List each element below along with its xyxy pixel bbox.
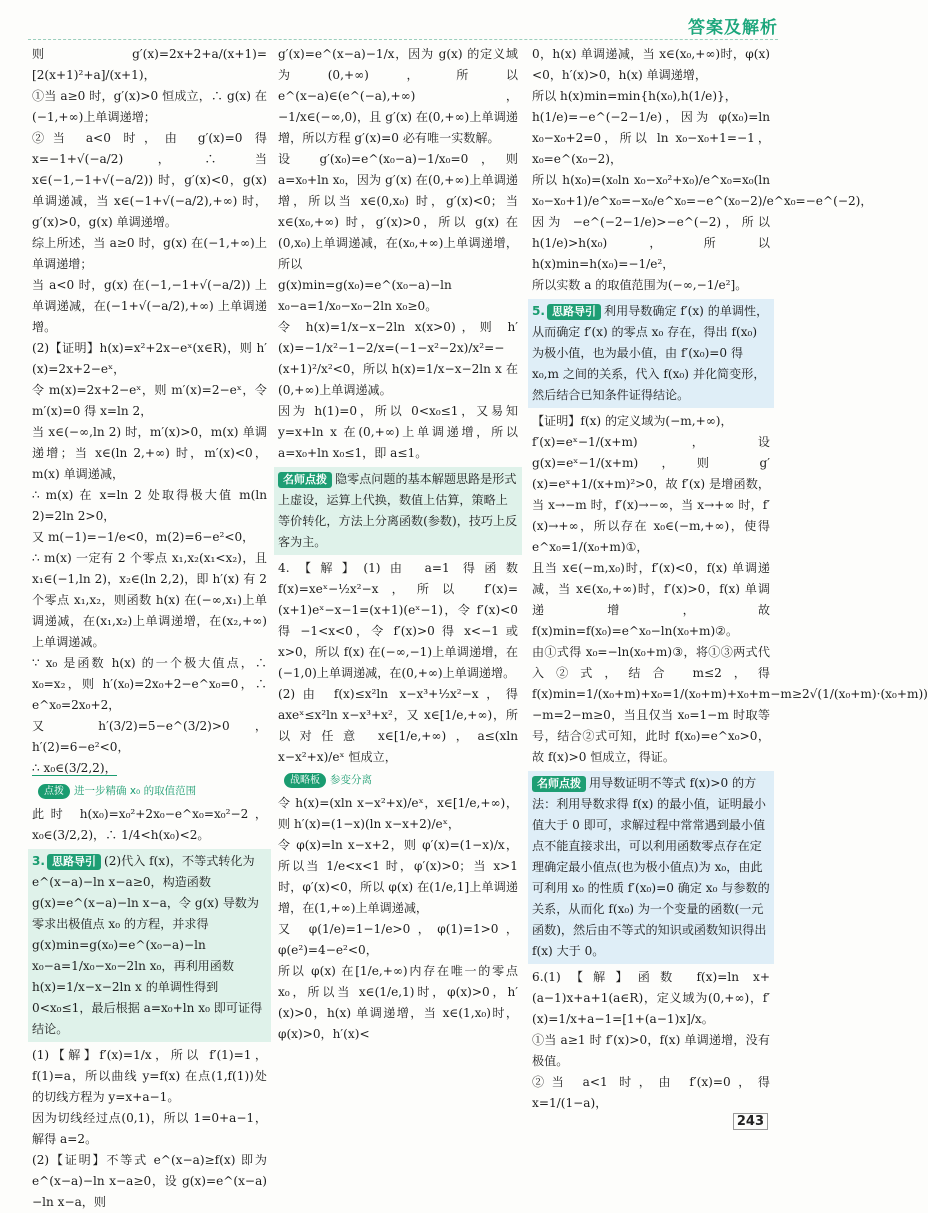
hint-tag: 思路导引 — [547, 304, 601, 320]
paragraph: ①当 a≥0 时，g′(x)>0 恒成立，∴ g(x) 在(−1,+∞)上单调递增； — [32, 89, 267, 124]
paragraph: 因为 −e^(−2−1/e)>−e^(−2)，所以 h(1/e)>h(x₀)，所以 h(x)min=h(x₀)=−1/e²， — [532, 215, 770, 271]
paragraph: 由①式得 x₀=−ln(x₀+m)③，将①③两式代入②式，结合 m≤2，得 f(x)min=1/(x₀+m)+x₀=1/(x₀+m)+x₀+m−m≥2√(1/(x₀+m)·(x₀+m))−m=2−m≥0，当且仅当 x₀=1−m 时取等号，结合②式可知，此时 f(x₀)=e^x₀>0，故 f(x)>0 恒成立，得证。 — [532, 645, 928, 764]
paragraph: 又 m(−1)=−1/e<0，m(2)=6−e²<0， — [32, 530, 255, 544]
paragraph: 当 x∈(−∞,ln 2) 时，m′(x)>0，m(x) 单调递增；当 x∈(ln 2,+∞) 时，m′(x)<0，m(x) 单调递减， — [32, 425, 267, 481]
paragraph: 所以 φ(x) 在[1/e,+∞)内存在唯一的零点 x₀，所以当 x∈(1/e,1)时，φ(x)>0，h′(x)>0，h(x) 单调递增，当 x∈(1,x₀)时，φ(x)>0，h′(x)< — [278, 964, 518, 1041]
paragraph: 又 φ(1/e)=1−1/e>0，φ(1)=1>0，φ(e²)=4−e²<0， — [278, 922, 518, 957]
paragraph: ∵ x₀ 是函数 h(x) 的一个极大值点，∴ x₀=x₂，则 h′(x₀)=2x₀+2−e^x₀=0，∴ e^x₀=2x₀+2， — [32, 656, 267, 712]
paragraph: 此时 h(x₀)=x₀²+2x₀−e^x₀=x₀²−2，x₀∈(3/2,2)，∴ 1/4<h(x₀)<2。 — [32, 807, 267, 842]
annotation-pill: 点拨 — [38, 784, 70, 799]
tip-tag: 名师点拨 — [532, 776, 586, 792]
paragraph: 令 h(x)=1/x−x−2ln x(x>0)，则 h′(x)=−1/x²−1−2/x=(−1−x²−2x)/x²=−(x+1)²/x²<0，所以 h(x)=1/x−x−2ln x 在(0,+∞)上单调递减。 — [278, 320, 518, 397]
paragraph: 令 m(x)=2x+2−eˣ，则 m′(x)=2−eˣ，令 m′(x)=0 得 x=ln 2， — [32, 383, 267, 418]
paragraph: (2)由 f(x)≤x²ln x−x³+½x²−x，得 axeˣ≤x²ln x−x³+x²，又 x∈[1/e,+∞)，所以对任意 x∈[1/e,+∞)，a≤(xln x−x²+x)/eˣ 恒成立， — [278, 687, 518, 764]
paragraph: f′(x)=eˣ−1/(x+m)，设 g(x)=eˣ−1/(x+m)，则 g′(x)=eˣ+1/(x+m)²>0，故 f′(x) 是增函数，当 x→−m 时，f′(x)→−∞，当 x→+∞ 时，f′(x)→+∞，所以存在 x₀∈(−m,+∞)，使得 e^x₀=1/(x₀+m)①， — [532, 435, 770, 554]
underlined-conclusion: ∴ x₀∈(3/2,2)， — [32, 761, 117, 775]
paragraph: ∴ m(x) 一定有 2 个零点 x₁,x₂(x₁<x₂)，且 x₁∈(−1,ln 2)，x₂∈(ln 2,2)，即 h′(x) 有 2 个零点 x₁,x₂，则函数 h(x) 在(−∞,x₁)上单调递减，在(x₁,x₂)上单调递增，在(x₂,+∞)上单调递减。 — [32, 551, 267, 649]
hint-box — [528, 299, 774, 408]
paragraph: 且当 x∈(−m,x₀)时，f′(x)<0，f(x) 单调递减，当 x∈(x₀,+∞)时，f′(x)>0，f(x) 单调递增，故 f(x)min=f(x₀)=e^x₀−ln(x₀+m)②。 — [532, 561, 770, 638]
tip-text: 隐零点问题的基本解题思路是形式上虚设，运算上代换，数值上估算，策略上等价转化，方法上分离函数(参数)，技巧上反客为主。 — [278, 472, 518, 549]
problem-number: 5. — [532, 304, 546, 318]
paragraph: 所以 h(x₀)=(x₀ln x₀−x₀²+x₀)/e^x₀=x₀(ln x₀−x₀+1)/e^x₀=−x₀/e^x₀=−e^(x₀−2)/e^x₀=−e^(−2)， — [532, 173, 873, 208]
paragraph: ∴ m(x) 在 x=ln 2 处取得极大值 m(ln 2)=2ln 2>0， — [32, 488, 267, 523]
paragraph: 令 φ(x)=ln x−x+2，则 φ′(x)=(1−x)/x，所以当 1/e<x<1 时，φ′(x)>0；当 x>1 时，φ′(x)<0，所以 φ(x) 在(1/e,1]上单调递增，在(1,+∞)上单调递减， — [278, 838, 518, 915]
section-title: 答案及解析 — [688, 18, 778, 38]
tip-text: 用导数证明不等式 f(x)>0 的方法：利用导数求得 f(x) 的最小值，证明最小值大于 0 即可，求解过程中常常遇到最小值点不能直接求出，可以利用函数零点存在定理确定最小值点(也为极小值点)为 x₀，由此可利用 x₀ 的性质 f′(x₀)=0 确定 x₀ 与参数的关系，从而化 f(x₀) 为一个变量的函数(一元函数)，然后由不等式的知识或函数知识得出 f(x) 大于 0。 — [532, 776, 770, 958]
paragraph: 4.【解】(1)由 a=1 得函数 f(x)=xeˣ−½x²−x，所以 f′(x)=(x+1)eˣ−x−1=(x+1)(eˣ−1)，令 f′(x)<0 得 −1<x<0，令 f′(x)>0 得 x<−1 或 x>0，所以 f(x) 在(−∞,−1)上单调递增，在(−1,0)上单调递减，在(0,+∞)上单调递增。 — [278, 561, 518, 680]
paragraph: 因为 h(1)=0，所以 0<x₀≤1，又易知 y=x+ln x 在(0,+∞)上单调递增，所以 a=x₀+ln x₀≤1，即 a≤1。 — [278, 404, 518, 460]
hint-text: 利用导数确定 f′(x) 的单调性，从而确定 f′(x) 的零点 x₀ 存在，得出 f(x₀) 为极小值，也为最小值，由 f′(x₀)=0 得 x₀,m 之间的关系，代入 f(x₀) 并化简变形，然后结合已知条件证得结论。 — [532, 304, 769, 402]
tip-box — [274, 467, 522, 555]
paragraph: 又 h′(3/2)=5−e^(3/2)>0，h′(2)=6−e²<0， — [32, 719, 267, 754]
paragraph: 因为切线经过点(0,1)，所以 1=0+a−1，解得 a=2。 — [32, 1111, 267, 1146]
column-middle — [278, 44, 518, 1045]
page-number: 243 — [733, 1113, 768, 1130]
paragraph: 设 g′(x₀)=e^(x₀−a)−1/x₀=0，则 a=x₀+ln x₀，因为 g′(x) 在(0,+∞)上单调递增，所以当 x∈(0,x₀) 时，g′(x)<0；当 x∈(x₀,+∞) 时，g′(x)>0，所以 g(x) 在(0,x₀)上单调递减，在(x₀,+∞)上单调递增，所以 — [278, 152, 518, 271]
annotation-text: 进一步精确 x₀ 的取值范围 — [74, 785, 197, 797]
annotation-note — [284, 770, 518, 791]
header-divider — [28, 39, 778, 40]
paragraph: 所以实数 a 的取值范围为(−∞,−1/e²]。 — [532, 278, 748, 292]
paragraph: ①当 a≥1 时 f′(x)>0，f(x) 单调递增，没有极值。 — [532, 1033, 770, 1068]
tip-tag: 名师点拨 — [278, 472, 332, 488]
annotation-text: 参变分离 — [330, 774, 372, 786]
paragraph: 0，h(x) 单调递减，当 x∈(x₀,+∞)时，φ(x)<0，h′(x)>0，h(x) 单调递增， — [532, 47, 770, 82]
paragraph: 令 h(x)=(xln x−x²+x)/eˣ，x∈[1/e,+∞)，则 h′(x)=(1−x)(ln x−x+2)/eˣ， — [278, 796, 518, 831]
paragraph: 所以 h(x)min=min{h(x₀),h(1/e)}， — [532, 89, 737, 103]
paragraph: 综上所述，当 a≥0 时，g(x) 在(−1,+∞)上单调递增； — [32, 236, 267, 271]
paragraph: h(1/e)=−e^(−2−1/e)，因为 φ(x₀)=ln x₀−x₀+2=0，所以 ln x₀−x₀+1=−1，x₀=e^(x₀−2)， — [532, 110, 770, 166]
paragraph: ②当 a<1 时，由 f′(x)=0，得 x=1/(1−a)， — [532, 1075, 770, 1110]
paragraph: 当 a<0 时，g(x) 在(−1,−1+√(−a/2)) 上单调递减，在(−1+√(−a/2),+∞) 上单调递增。 — [32, 278, 267, 334]
hint-tag: 思路导引 — [47, 854, 101, 870]
paragraph: ②当 a<0 时，由 g′(x)=0 得 x=−1+√(−a/2)，∴ 当 x∈(−1,−1+√(−a/2)) 时，g′(x)<0，g(x) 单调递减，当 x∈(−1+√(−a/2),+∞) 时，g′(x)>0，g(x) 单调递增。 — [32, 131, 267, 229]
problem-number: 3. — [32, 854, 46, 868]
paragraph: (2)【证明】h(x)=x²+2x−eˣ(x∈R)，则 h′(x)=2x+2−eˣ， — [32, 341, 267, 376]
paragraph: g′(x)=e^(x−a)−1/x，因为 g(x) 的定义域为(0,+∞)，所以 e^(x−a)∈(e^(−a),+∞)，−1/x∈(−∞,0)，且 g′(x) 在(0,+∞)上单调递增，所以方程 g′(x)=0 必有唯一实数解。 — [278, 47, 518, 145]
paragraph: g(x)min=g(x₀)=e^(x₀−a)−ln x₀−a=1/x₀−x₀−2ln x₀≥0。 — [278, 278, 452, 313]
paragraph: (2)【证明】不等式 e^(x−a)≥f(x) 即为 e^(x−a)−ln x−a≥0，设 g(x)=e^(x−a)−ln x−a，则 — [32, 1153, 267, 1209]
paragraph: 【证明】f(x) 的定义域为(−m,+∞)， — [532, 414, 733, 428]
page-header — [0, 0, 800, 40]
column-right — [532, 44, 928, 1114]
tip-box — [528, 771, 774, 964]
paragraph: (1)【解】f′(x)=1/x，所以 f′(1)=1，f(1)=a，所以曲线 y=f(x) 在点(1,f(1))处的切线方程为 y=x+a−1。 — [32, 1048, 267, 1104]
column-left — [32, 44, 267, 1213]
paragraph — [32, 758, 267, 779]
hint-box — [28, 849, 271, 1042]
paragraph: 则 g′(x)=2x+2+a/(x+1)=[2(x+1)²+a]/(x+1)， — [32, 47, 267, 82]
hint-text: (2)代入 f(x)，不等式转化为 e^(x−a)−ln x−a≥0，构造函数 g(x)=e^(x−a)−ln x−a，令 g(x) 导数为零求出极值点 x₀ 的方程，并求得 g(x)min=g(x₀)=e^(x₀−a)−ln x₀−a=1/x₀−x₀−2ln x₀，再利用函数 h(x)=1/x−x−2ln x 的单调性得到 0<x₀≤1，最后根据 a=x₀+ln x₀ 即可证得结论。 — [32, 854, 263, 1036]
annotation-pill: 战略板 — [284, 773, 326, 788]
paragraph: 6.(1)【解】函数 f(x)=ln x+(a−1)x+a+1(a∈R)，定义域为(0,+∞)，f′(x)=1/x+a−1=[1+(a−1)x]/x。 — [532, 970, 770, 1026]
annotation-note — [38, 781, 267, 802]
